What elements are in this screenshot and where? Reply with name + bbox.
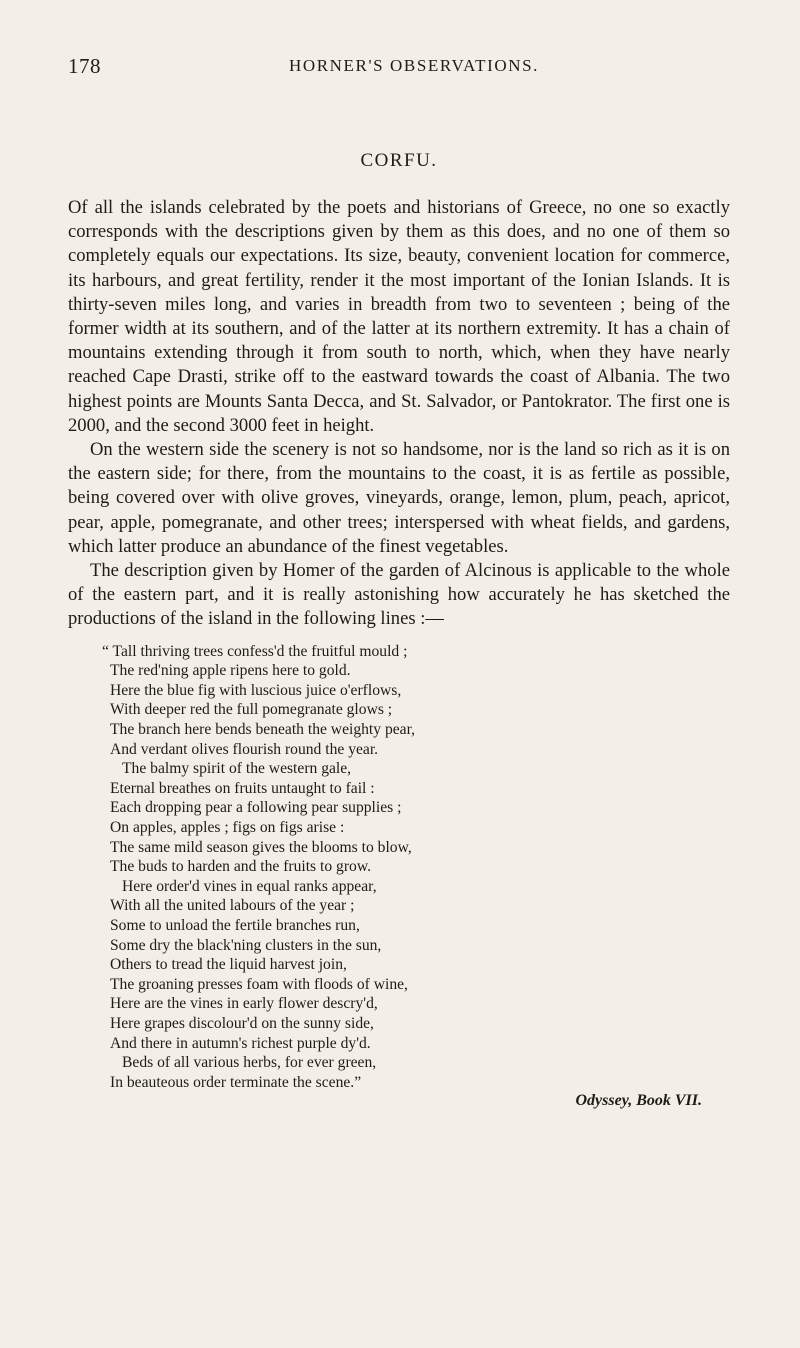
poem-line: Here grapes discolour'd on the sunny side, [110, 1014, 374, 1032]
poem-line: The balmy spirit of the western gale, [122, 760, 352, 778]
poem-line: In beauteous order terminate the scene.” [110, 1073, 362, 1091]
poem-line: Eternal breathes on fruits untaught to fail : [110, 779, 375, 797]
quotation-source: Odyssey, Book VII. [575, 1092, 702, 1110]
body-text [68, 196, 730, 632]
poem-line: Some dry the black'ning clusters in the sun, [110, 936, 382, 954]
running-title: HORNER'S OBSERVATIONS. [288, 56, 540, 75]
poem-line: Beds of all various herbs, for ever green, [122, 1054, 377, 1072]
paragraph: Of all the islands celebrated by the poets and historians of Greece, no one so exactly corresponds with the descriptions given by them as this does, and no one of them so completely equals our expectations. Its size, beauty, convenient location for commerce, its harbours, and great fertility, render it the most important of the Ionian Islands. It is thirty-seven miles long, and varies in breadth from two to seventeen ; being of the former width at its southern, and of the latter at its northern extremity. It has a chain of mountains extending through it from south to north, which, when they have nearly reached Cape Drasti, strike off to the eastward towards the coast of Albania. The two highest points are Mounts Santa Decca, and St. Salvador, or Pantokrator. The first one is 2000, and the second 3000 feet in height. [68, 197, 730, 436]
poem-line: The same mild season gives the blooms to blow, [110, 838, 412, 856]
poem-line: With deeper red the full pomegranate glows ; [110, 701, 393, 719]
chapter-title: CORFU. [360, 150, 438, 171]
poem-line: The groaning presses foam with floods of wine, [110, 975, 408, 993]
paragraph: On the western side the scenery is not so handsome, nor is the land so rich as it is on the eastern side; for there, from the mountains to the coast, it is as fertile as possible, being covered over with olive groves, vineyards, orange, lemon, plum, peach, apricot, pear, apple, pomegranate, and other trees; interspersed with wheat fields, and gardens, which latter produce an abundance of the finest vegetables. [68, 439, 730, 557]
running-head [68, 54, 730, 80]
poem-line: Others to tread the liquid harvest join, [110, 956, 347, 974]
poem-line: “ Tall thriving trees confess'd the fruitful mould ; [102, 642, 408, 660]
poem-line: Here order'd vines in equal ranks appear, [122, 877, 377, 895]
poem-line: And verdant olives flourish round the year. [110, 740, 379, 758]
poem-line: Here the blue fig with luscious juice o'erflows, [110, 681, 402, 699]
poem-line: On apples, apples ; figs on figs arise : [110, 819, 345, 836]
poem-line: Some to unload the fertile branches run, [110, 916, 360, 934]
poem-line: The branch here bends beneath the weighty pear, [110, 721, 416, 739]
poem-line: And there in autumn's richest purple dy'd. [110, 1034, 371, 1052]
poem-quotation [68, 642, 730, 1093]
poem-line: Here are the vines in early flower descry'd, [110, 995, 378, 1013]
poem-line: The red'ning apple ripens here to gold. [110, 662, 351, 680]
poem-line: The buds to harden and the fruits to grow. [110, 858, 371, 876]
poem-line: With all the united labours of the year ; [110, 897, 355, 915]
paragraph: The description given by Homer of the garden of Alcinous is applicable to the whole of the eastern part, and it is really astonishing how accurately he has sketched the productions of the island in the following lines :— [68, 560, 730, 630]
poem-line: Each dropping pear a following pear supplies ; [110, 799, 402, 817]
page-number: 178 [68, 54, 101, 78]
